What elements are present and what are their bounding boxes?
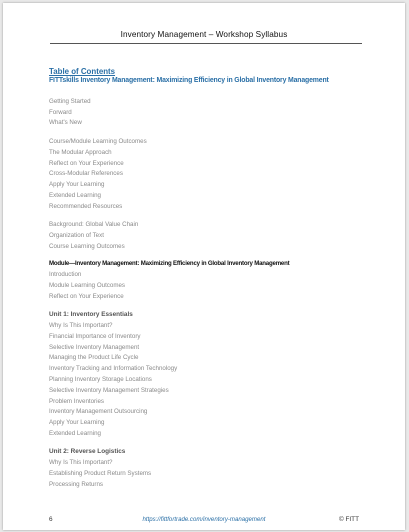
- toc-entry-u1-extended-learning[interactable]: Extended Learning: [49, 430, 101, 437]
- module-heading: Module—Inventory Management: Maximizing Efficiency in Global Inventory Management: [49, 260, 290, 267]
- unit1-heading: Unit 1: Inventory Essentials: [49, 311, 133, 318]
- footer-copyright: © FITT: [339, 516, 359, 523]
- toc-entry-u2-why-important[interactable]: Why Is This Important?: [49, 459, 113, 466]
- toc-entry-recommended-resources[interactable]: Recommended Resources: [49, 202, 123, 210]
- toc-entry-cross-modular[interactable]: Cross-Modular References: [49, 170, 123, 178]
- toc-entry-u1-why-important[interactable]: Why Is This Important?: [49, 322, 113, 329]
- toc-entry-u1-outsourcing[interactable]: Inventory Management Outsourcing: [49, 408, 148, 416]
- toc-entry-forward[interactable]: Forward: [49, 108, 72, 116]
- toc-heading: Table of Contents: [49, 67, 116, 76]
- toc-entry-u1-apply-learning[interactable]: Apply Your Learning: [49, 419, 105, 427]
- toc-entry-u1-financial-importance[interactable]: Financial Importance of Inventory: [49, 332, 141, 340]
- footer-page-number: 6: [49, 516, 53, 523]
- toc-entry-u1-selective-management[interactable]: Selective Inventory Management: [49, 343, 140, 351]
- toc-entry-introduction[interactable]: Introduction: [49, 271, 82, 278]
- toc-entry-reflect[interactable]: Reflect on Your Experience: [49, 159, 124, 167]
- unit2-heading: Unit 2: Reverse Logistics: [49, 448, 126, 455]
- footer-website-link[interactable]: https://fittfortrade.com/inventory-management: [142, 516, 266, 523]
- toc-entry-u1-storage-locations[interactable]: Planning Inventory Storage Locations: [49, 376, 152, 383]
- toc-entry-organization[interactable]: Organization of Text: [49, 231, 104, 239]
- toc-entry-u1-product-life-cycle[interactable]: Managing the Product Life Cycle: [49, 354, 139, 362]
- toc-entry-module-outcomes[interactable]: Module Learning Outcomes: [49, 281, 126, 289]
- document-page: [3, 3, 405, 530]
- toc-entry-whats-new[interactable]: What's New: [49, 119, 82, 126]
- header-divider: [50, 43, 362, 44]
- toc-entry-course-outcomes[interactable]: Course Learning Outcomes: [49, 242, 125, 250]
- toc-entry-modular-approach[interactable]: The Modular Approach: [49, 148, 112, 156]
- toc-entry-getting-started[interactable]: Getting Started: [49, 98, 91, 105]
- toc-book-title: FITTskills Inventory Management: Maximizing Efficiency in Global Inventory Management: [49, 77, 329, 84]
- toc-entry-u1-selective-strategies[interactable]: Selective Inventory Management Strategies: [49, 386, 169, 394]
- toc-entry-extended-learning[interactable]: Extended Learning: [49, 192, 101, 199]
- toc-entry-apply-learning[interactable]: Apply Your Learning: [49, 181, 105, 189]
- toc-entry-u2-return-systems[interactable]: Establishing Product Return Systems: [49, 469, 152, 477]
- toc-entry-module-reflect[interactable]: Reflect on Your Experience: [49, 292, 124, 300]
- toc-entry-u1-tracking-it[interactable]: Inventory Tracking and Information Technology: [49, 365, 178, 373]
- running-header: Inventory Management – Workshop Syllabus: [120, 30, 288, 39]
- toc-entry-background[interactable]: Background: Global Value Chain: [49, 221, 139, 228]
- toc-entry-learning-outcomes[interactable]: Course/Module Learning Outcomes: [49, 138, 147, 145]
- toc-entry-u1-problem-inventories[interactable]: Problem Inventories: [49, 397, 105, 405]
- toc-entry-u2-processing-returns[interactable]: Processing Returns: [49, 480, 103, 488]
